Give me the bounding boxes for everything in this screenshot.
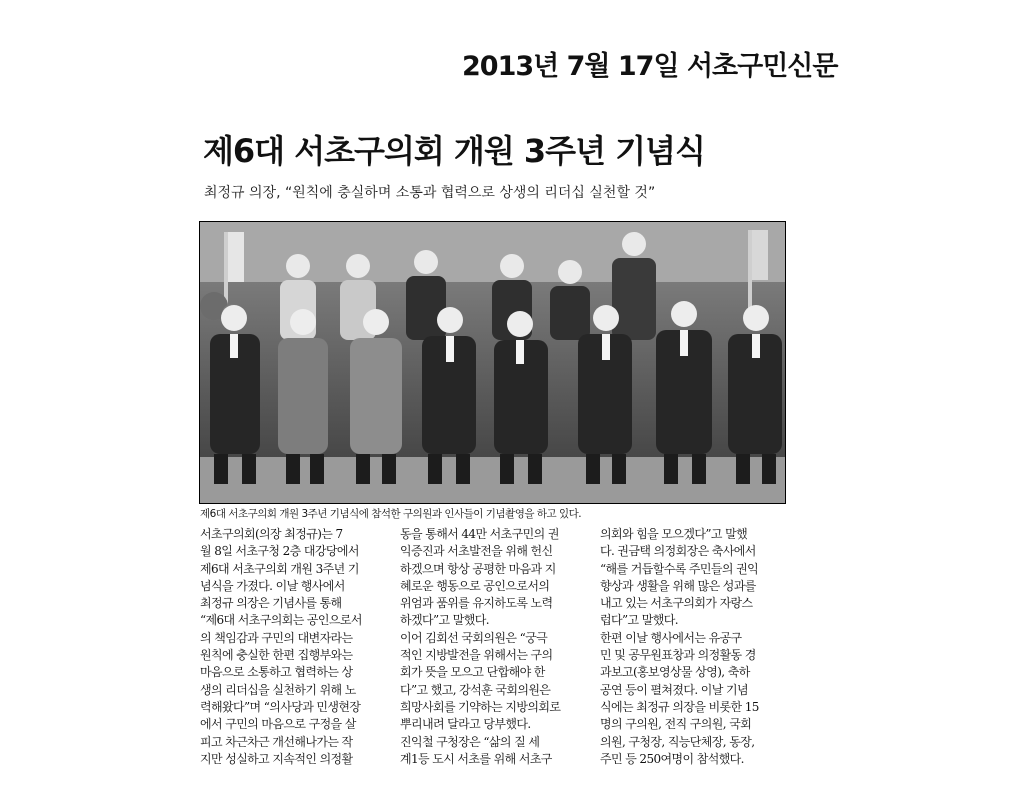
article-text-line: 희망사회를 기약하는 지방의회로 bbox=[400, 699, 561, 714]
article-text-line: 내고 있는 서초구의회가 자랑스 bbox=[600, 596, 753, 611]
article-text-line: 의 책임감과 구민의 대변자라는 bbox=[200, 630, 353, 645]
article-text-line: 과보고(홍보영상물 상영), 축하 bbox=[600, 665, 750, 680]
article-text-line: 마음으로 소통하고 협력하는 상 bbox=[200, 665, 353, 680]
article-text-line: 진익철 구청장은 “삶의 질 세 bbox=[400, 734, 540, 749]
article-headline: 제6대 서초구의회 개원 3주년 기념식 bbox=[203, 132, 705, 170]
article-text-line: 월 8일 서초구청 2층 대강당에서 bbox=[200, 544, 359, 559]
article-column-3 bbox=[600, 526, 786, 796]
article-text-line: 지만 성실하고 지속적인 의정활 bbox=[200, 751, 353, 766]
article-text-line: 명의 구의원, 전직 구의원, 국회 bbox=[600, 717, 752, 732]
article-text-line: 다. 권금택 의정회장은 축사에서 bbox=[600, 544, 756, 559]
article-text-line: 의원, 구청장, 직능단체장, 동장, bbox=[600, 734, 755, 749]
article-text-line: 의회와 힘을 모으겠다”고 말했 bbox=[600, 527, 748, 541]
article-text-line: 에서 구민의 마음으로 구정을 살 bbox=[200, 717, 356, 732]
article-text-line: 피고 차근차근 개선해나가는 작 bbox=[200, 734, 353, 749]
article-text-line: 서초구의회(의장 최정규)는 7 bbox=[200, 527, 343, 541]
article-text-line: 뿌리내려 달라고 당부했다. bbox=[400, 717, 531, 732]
article-text-line: 식에는 최정규 의장을 비롯한 15 bbox=[600, 699, 759, 714]
article-text-line: 공연 등이 펼쳐졌다. 이날 기념 bbox=[600, 682, 748, 697]
article-text-line: 계1등 도시 서초를 위해 서초구 bbox=[400, 751, 552, 766]
article-subheadline: 최정규 의장, “원칙에 충실하며 소통과 협력으로 상생의 리더십 실천할 것” bbox=[204, 185, 656, 201]
article-text-line: 하겠으며 항상 공평한 마음과 지 bbox=[400, 561, 556, 576]
article-text-line: 주민 등 250여명이 참석했다. bbox=[600, 751, 744, 766]
article-body bbox=[200, 526, 786, 796]
article-text-line: 한편 이날 행사에서는 유공구 bbox=[600, 630, 742, 645]
article-text-line: 혜로운 행동으로 공인으로서의 bbox=[400, 578, 550, 593]
article-text-line: 럽다”고 말했다. bbox=[600, 613, 678, 628]
article-text-line: 위엄과 품위를 유지하도록 노력 bbox=[400, 596, 553, 611]
article-text-line: 하겠다”고 말했다. bbox=[400, 613, 489, 628]
masthead-date-publication: 2013년 7월 17일 서초구민신문 bbox=[462, 51, 838, 82]
article-text-line: 동을 통해서 44만 서초구민의 권 bbox=[400, 527, 559, 541]
article-text-line: 력해왔다”며 “의사당과 민생현장 bbox=[200, 699, 361, 714]
article-text-line: 다”고 했고, 강석훈 국회의원은 bbox=[400, 682, 551, 697]
article-column-2 bbox=[400, 526, 586, 796]
article-text-line: 원칙에 충실한 한편 집행부와는 bbox=[200, 648, 353, 663]
article-text-line: 제6대 서초구의회 개원 3주년 기 bbox=[200, 561, 359, 576]
article-text-line: 생의 리더십을 실천하기 위해 노 bbox=[200, 682, 356, 697]
article-text-line: 익증진과 서초발전을 위해 헌신 bbox=[400, 544, 553, 559]
article-text-line: “제6대 서초구의회는 공인으로서 bbox=[200, 613, 362, 628]
article-text-line: 적인 지방발전을 위해서는 구의 bbox=[400, 648, 553, 663]
group-photo bbox=[199, 221, 786, 504]
article-text-line: 이어 김회선 국회의원은 “궁극 bbox=[400, 630, 548, 645]
article-text-line: “해를 거듭할수록 주민들의 권익 bbox=[600, 561, 759, 576]
photo-caption: 제6대 서초구의회 개원 3주년 기념식에 참석한 구의원과 인사들이 기념촬영을 하고 있다. bbox=[200, 508, 582, 520]
article-text-line: 민 및 공무원표창과 의정활동 경 bbox=[600, 648, 756, 663]
article-text-line: 념식을 가졌다. 이날 행사에서 bbox=[200, 578, 345, 593]
article-text-line: 최정규 의장은 기념사를 통해 bbox=[200, 596, 342, 611]
article-text-line: 회가 뜻을 모으고 단합해야 한 bbox=[400, 665, 545, 680]
article-text-line: 향상과 생활을 위해 많은 성과를 bbox=[600, 578, 756, 593]
article-column-1 bbox=[200, 526, 386, 796]
